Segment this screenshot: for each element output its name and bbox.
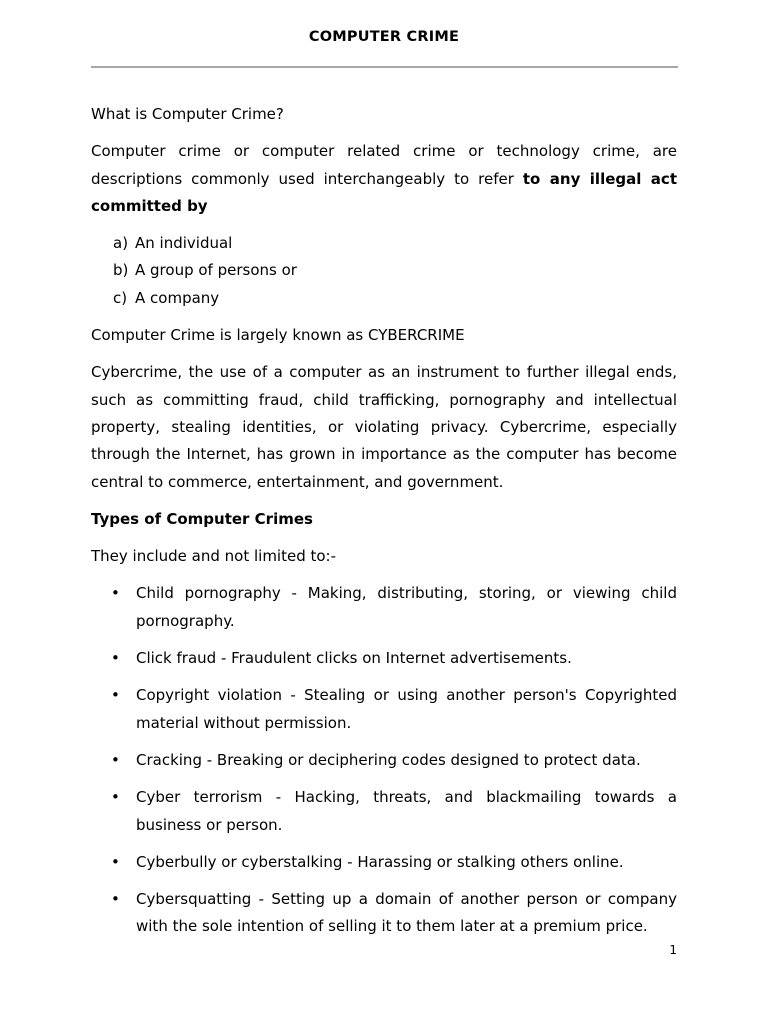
cybercrime-paragraph: Cybercrime, the use of a computer as an instrument to further illegal ends, such as committing fraud, child trafficking, pornography and intellectual property, stealing identities, or violating privacy. Cybercrime, especially through the Internet, has grown in importance as the computer has become central to commerce, entertainment, and government. (91, 363, 677, 491)
known-as-line: Computer Crime is largely known as CYBERCRIME (91, 326, 465, 345)
list-item (91, 580, 677, 635)
definition-paragraph (91, 138, 677, 220)
list-item (91, 747, 677, 774)
list-item-text: Click fraud - Fraudulent clicks on Internet advertisements. (136, 649, 572, 668)
list-item-text: Child pornography - Making, distributing, storing, or viewing child pornography. (136, 584, 677, 630)
header-divider (91, 66, 678, 68)
question-line: What is Computer Crime? (91, 105, 284, 123)
list-item (91, 257, 677, 284)
list-item-text: Cybersquatting - Setting up a domain of another person or company with the sole intention of selling it to them later at a premium price. (136, 890, 677, 936)
list-item-text: A group of persons or (135, 261, 297, 280)
list-marker: b) (113, 261, 129, 280)
page-number: 1 (669, 943, 677, 957)
list-item-text: Cyberbully or cyberstalking - Harassing or stalking others online. (136, 852, 624, 871)
bullet-icon: • (111, 649, 120, 668)
list-item (91, 230, 677, 257)
list-item-text: Cyber terrorism - Hacking, threats, and blackmailing towards a business or person. (136, 788, 677, 834)
bullet-icon: • (111, 686, 120, 705)
list-item (91, 886, 677, 941)
types-list (91, 580, 677, 940)
list-item-text: Copyright violation - Stealing or using another person's Copyrighted material without permission. (136, 686, 677, 732)
list-item (91, 849, 677, 876)
definition-text: Computer crime or computer related crime or technology crime, are descriptions commonly used interchangeably to refer (91, 142, 677, 188)
bullet-icon: • (111, 584, 120, 603)
types-intro: They include and not limited to:- (91, 547, 337, 566)
definition-emphasis: to any illegal act committed by (91, 169, 677, 215)
bullet-icon: • (111, 852, 120, 871)
list-marker: c) (113, 288, 128, 307)
list-item (91, 784, 677, 839)
list-item-text: An individual (135, 234, 233, 253)
list-item-text: Cracking - Breaking or deciphering codes designed to protect data. (136, 750, 641, 769)
bullet-icon: • (111, 890, 120, 909)
page-header-title: COMPUTER CRIME (308, 29, 460, 45)
types-heading: Types of Computer Crimes (91, 509, 313, 528)
actors-list (91, 230, 677, 312)
bullet-icon: • (111, 750, 120, 769)
list-item-text: A company (135, 288, 220, 307)
list-marker: a) (113, 234, 129, 253)
document-body (91, 101, 677, 951)
list-item (91, 285, 677, 312)
bullet-icon: • (111, 788, 120, 807)
list-item (91, 682, 677, 737)
list-item (91, 645, 677, 672)
